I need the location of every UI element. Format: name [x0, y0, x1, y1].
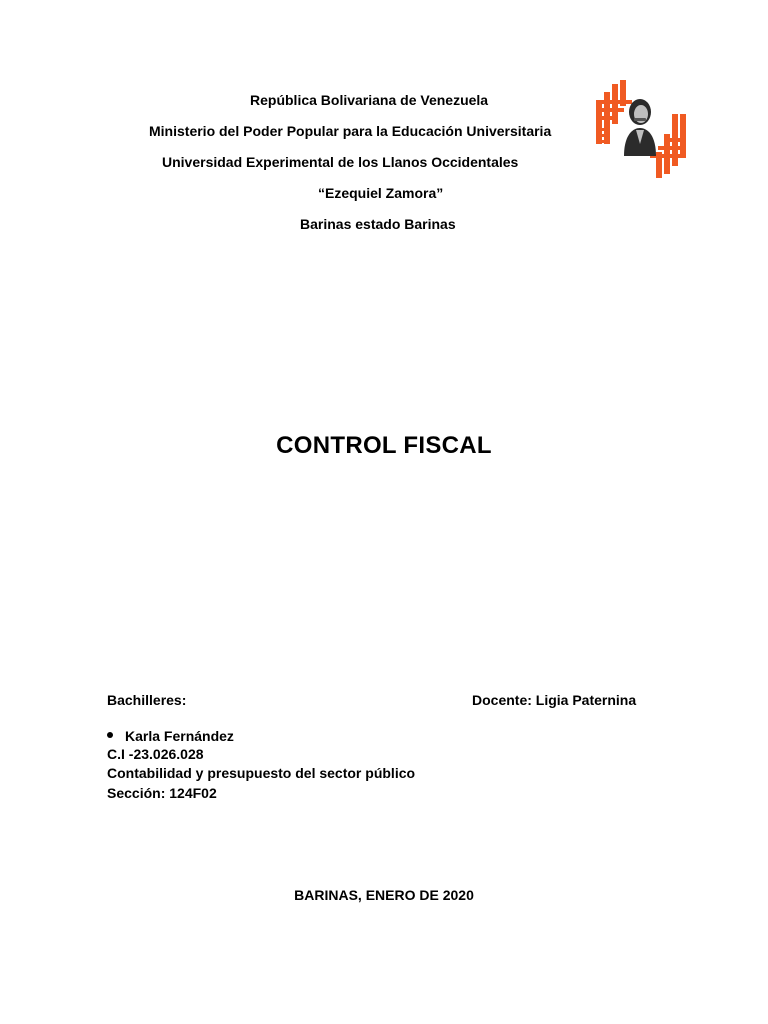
course-name: Contabilidad y presupuesto del sector público [107, 765, 416, 781]
student-name: Karla Fernández [125, 728, 234, 744]
header-line-republic: República Bolivariana de Venezuela [250, 92, 489, 108]
teacher-name: Docente: Ligia Paternina [472, 692, 637, 708]
header-line-university: Universidad Experimental de los Llanos Occidentales [162, 154, 519, 170]
bullet-icon [107, 732, 113, 738]
student-id: C.I -23.026.028 [107, 746, 204, 762]
students-label: Bachilleres: [107, 692, 187, 708]
document-title: CONTROL FISCAL [276, 432, 492, 459]
header-line-university-name: “Ezequiel Zamora” [318, 185, 444, 201]
university-logo-icon [594, 78, 688, 180]
header-line-ministry: Ministerio del Poder Popular para la Educación Universitaria [149, 123, 552, 139]
student-list-item [107, 728, 234, 744]
footer-location-date: BARINAS, ENERO DE 2020 [294, 887, 474, 903]
section-code: Sección: 124F02 [107, 785, 217, 801]
header-line-location: Barinas estado Barinas [300, 216, 456, 232]
